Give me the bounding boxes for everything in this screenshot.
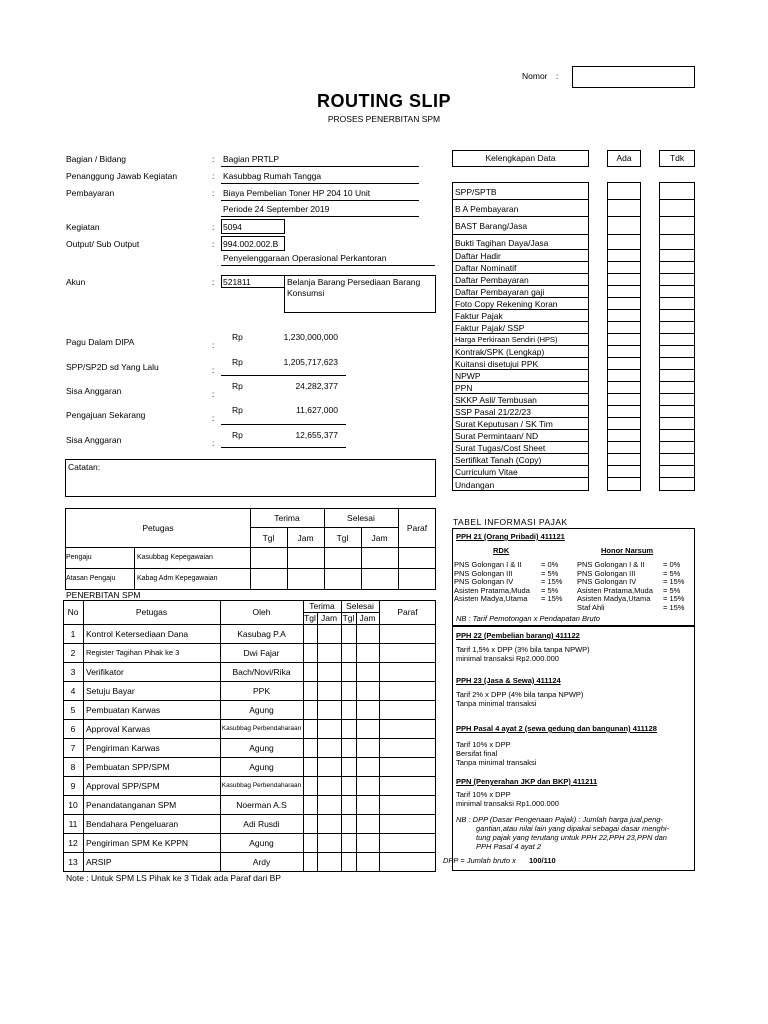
- pph21-rate-label: PNS Golongan I & II: [454, 560, 522, 569]
- pph21-rate-label: PNS Golongan IV: [454, 577, 514, 587]
- row-number: 8: [70, 762, 76, 772]
- nb2-line4: PPH Pasal 4 ayat 2: [476, 842, 542, 851]
- currency: Rp: [232, 405, 243, 415]
- colon: :: [212, 277, 215, 287]
- kelengkapan-item-label: Faktur Pajak/ SSP: [455, 323, 525, 333]
- row-number: 5: [70, 705, 76, 715]
- row-number: 9: [70, 781, 76, 791]
- colon: :: [212, 188, 215, 198]
- pph21-nb: NB : Tarif Pemotongan x Pendapatan Bruto: [456, 614, 600, 623]
- ada-header: Ada: [607, 150, 641, 167]
- kelengkapan-header: Kelengkapan Data: [452, 150, 589, 167]
- row-oleh: Ardy: [252, 857, 271, 867]
- row-petugas: Pembuatan Karwas: [86, 705, 161, 715]
- pph21-rate-label: PNS Golongan IV: [577, 577, 637, 587]
- tdk-checkbox[interactable]: [659, 234, 695, 250]
- pph22-title: PPH 22 (Pembelian barang) 411122: [456, 631, 580, 640]
- pph21-rate-label: PNS Golongan I & II: [577, 560, 645, 569]
- row-number: 1: [70, 629, 76, 639]
- pph4-line3: Tanpa minimal transaksi: [456, 758, 537, 767]
- upper-petugas-header: Petugas: [142, 523, 174, 533]
- page-subtitle: PROSES PENERBITAN SPM: [327, 114, 441, 124]
- label-kegiatan: Kegiatan: [66, 222, 100, 232]
- tdk-checkbox[interactable]: [659, 216, 695, 235]
- kelengkapan-item-label: NPWP: [455, 371, 481, 381]
- amount-sisa2: 12,655,377: [295, 430, 338, 440]
- kelengkapan-item-label: SPP/SPTB: [455, 186, 497, 197]
- tdk-checkbox[interactable]: [659, 182, 695, 200]
- kelengkapan-item: [452, 182, 589, 200]
- kelengkapan-item-label: Curriculum Vitae: [455, 467, 518, 477]
- upper-name-pengaju: Kasubbag Kepegawaian: [137, 554, 213, 561]
- kelengkapan-item-label: Surat Permintaan/ ND: [455, 431, 539, 441]
- colon: :: [212, 222, 215, 232]
- ppn-line2: minimal transaksi Rp1.000.000: [456, 799, 559, 808]
- penerbitan-jam2: Jam: [359, 613, 376, 623]
- upper-paraf-header: Paraf: [406, 523, 428, 533]
- upper-tgl1: Tgl: [262, 533, 275, 543]
- pph21-rate-value: = 15%: [663, 577, 685, 587]
- ppn-title: PPN (Penyerahan JKP dan BKP) 411211: [456, 777, 598, 786]
- label-bagian: Bagian / Bidang: [66, 154, 127, 164]
- currency: Rp: [232, 381, 243, 391]
- penerbitan-selesai-header: Selesai: [346, 601, 374, 611]
- row-petugas: Kontrol Ketersediaan Dana: [86, 629, 189, 639]
- penerbitan-petugas-header: Petugas: [135, 607, 168, 617]
- pph21-rate-label: PNS Golongan III: [454, 568, 513, 578]
- penerbitan-tgl1: Tgl: [304, 613, 316, 623]
- ada-checkbox[interactable]: [607, 234, 641, 250]
- pph21-honor: Honor Narsum: [601, 546, 654, 555]
- upper-jam2: Jam: [371, 533, 388, 543]
- tdk-checkbox[interactable]: [659, 199, 695, 217]
- value-kegiatan: 5094: [223, 222, 242, 232]
- row-number: 2: [70, 648, 76, 658]
- pph21-rate-value: = 5%: [541, 585, 559, 595]
- row-number: 12: [68, 838, 78, 848]
- pajak-title: TABEL INFORMASI PAJAK: [453, 517, 568, 527]
- value-akun-desc2: Konsumsi: [287, 288, 325, 298]
- label-pembayaran: Pembayaran: [66, 188, 115, 198]
- colon: :: [212, 365, 215, 375]
- pph4-title: PPH Pasal 4 ayat 2 (sewa gedung dan bangunan) 411128: [456, 724, 657, 733]
- colon: :: [212, 413, 215, 423]
- value-akun: 521811: [223, 277, 251, 287]
- kelengkapan-item-label: Sertifikat Tanah (Copy): [455, 455, 542, 465]
- pph4-line1: Tarif 10% x DPP: [456, 740, 511, 749]
- kelengkapan-item-label: Daftar Hadir: [455, 251, 501, 261]
- row-petugas: Approval SPP/SPM: [86, 781, 160, 791]
- row-number: 11: [68, 819, 78, 829]
- penerbitan-title: PENERBITAN SPM: [66, 590, 141, 600]
- row-petugas: ARSIP: [86, 857, 112, 867]
- value-periode: Periode 24 September 2019: [223, 204, 330, 214]
- penerbitan-tgl2: Tgl: [342, 613, 355, 623]
- ada-checkbox[interactable]: [607, 216, 641, 235]
- pph21-box: [452, 528, 695, 626]
- kelengkapan-item-label: PPN: [455, 383, 473, 393]
- tdk-header: Tdk: [659, 150, 695, 167]
- penerbitan-oleh-header: Oleh: [252, 607, 271, 617]
- row-number: 13: [68, 857, 78, 867]
- pph21-rate-label: PNS Golongan III: [577, 568, 636, 578]
- kelengkapan-item-label: Undangan: [455, 479, 495, 490]
- label-sisa2: Sisa Anggaran: [66, 435, 122, 445]
- colon: :: [212, 154, 215, 164]
- row-number: 4: [70, 686, 76, 696]
- currency: Rp: [232, 357, 243, 367]
- penerbitan-jam1: Jam: [320, 613, 338, 623]
- catatan-box[interactable]: [65, 459, 436, 497]
- label-pengajuan: Pengajuan Sekarang: [66, 410, 146, 420]
- penerbitan-no-header: No: [67, 607, 79, 617]
- pph23-line2: Tanpa minimal transaksi: [456, 699, 537, 708]
- pph23-line1: Tarif 2% x DPP (4% bila tanpa NPWP): [456, 690, 584, 699]
- kelengkapan-item-label: BAST Barang/Jasa: [455, 221, 528, 231]
- kelengkapan-item-label: Harga Perkiraan Sendiri (HPS): [455, 335, 558, 344]
- amount-pengajuan: 11,627,000: [296, 405, 338, 415]
- label-akun: Akun: [66, 277, 86, 287]
- colon: :: [212, 239, 215, 249]
- row-petugas: Pengiriman SPM Ke KPPN: [86, 838, 189, 848]
- kelengkapan-item-label: Foto Copy Rekening Koran: [455, 299, 558, 309]
- row-oleh: Kasubag P.A: [237, 629, 286, 639]
- kelengkapan-item-label: Kuitansi disetujui PPK: [455, 359, 539, 369]
- upper-role-atasan: Atasan Pengaju: [66, 575, 116, 582]
- currency: Rp: [232, 332, 243, 342]
- kelengkapan-item-label: Kontrak/SPK (Lengkap): [455, 347, 545, 357]
- row-oleh: Bach/Novi/Rika: [232, 667, 291, 677]
- value-pembayaran: Biaya Pembelian Toner HP 204 10 Unit: [223, 188, 371, 198]
- pph21-rate-value: = 15%: [663, 594, 685, 604]
- row-oleh: Noerman A.S: [236, 800, 287, 810]
- row-oleh: Kasubbag Perbendaharaan: [221, 725, 302, 732]
- pph21-rate-label: Asisten Pratama,Muda: [454, 585, 530, 595]
- upper-tgl2: Tgl: [336, 533, 349, 543]
- row-petugas: Pengiriman Karwas: [86, 743, 160, 753]
- nomor-label: Nomor: [522, 71, 548, 81]
- row-oleh: Agung: [249, 743, 274, 753]
- kelengkapan-item: [452, 477, 589, 491]
- pph23-title: PPH 23 (Jasa & Sewa) 411124: [456, 676, 561, 685]
- row-oleh: Dwi Fajar: [243, 648, 280, 658]
- ada-checkbox[interactable]: [607, 199, 641, 217]
- value-akun-desc: Belanja Barang Persediaan Barang: [287, 277, 421, 287]
- kelengkapan-item-label: Daftar Pembayaran: [455, 275, 529, 285]
- colon: :: [212, 438, 215, 448]
- row-number: 7: [70, 743, 76, 753]
- dpp-label: DPP = Jumlah bruto x: [443, 856, 516, 865]
- row-petugas: Bendahara Pengeluaran: [86, 819, 179, 829]
- value-penanggung: Kasubbag Rumah Tangga: [223, 171, 322, 181]
- kelengkapan-item: [452, 216, 589, 235]
- amount-pagu: 1,230,000,000: [283, 332, 338, 342]
- pph21-rate-label: Asisten Madya,Utama: [577, 594, 651, 604]
- pph22-line2: minimal transaksi Rp2.000.000: [456, 654, 559, 663]
- nb2-line3: tung pajak yang terutang untuk PPH 22,PPH 23,PPN dan: [476, 833, 667, 842]
- penerbitan-terima-header: Terima: [309, 601, 335, 611]
- row-number: 6: [70, 724, 76, 734]
- pph21-rate-label: Staf Ahli: [577, 603, 605, 612]
- kelengkapan-item: [452, 234, 589, 250]
- penerbitan-note: Note : Untuk SPM LS Pihak ke 3 Tidak ada Paraf dari BP: [66, 873, 281, 883]
- row-oleh: Adi Rusdi: [243, 819, 280, 829]
- row-oleh: Agung: [249, 762, 274, 772]
- upper-terima-header: Terima: [274, 513, 300, 523]
- pph21-title: PPH 21 (Orang Pribadi) 411121: [456, 532, 565, 541]
- nb2-line2: gantian,atau nilai lain yang dipakai sebagai dasar menghi-: [476, 824, 670, 833]
- dpp-value: 100/110: [529, 856, 556, 865]
- kelengkapan-item-label: Surat Keputusan / SK Tim: [455, 419, 553, 429]
- ada-checkbox[interactable]: [607, 477, 641, 491]
- row-petugas: Penandatanganan SPM: [86, 800, 177, 810]
- row-oleh: Agung: [249, 838, 274, 848]
- colon: :: [212, 389, 215, 399]
- nomor-field[interactable]: [572, 66, 695, 88]
- pph21-rate-value: = 15%: [663, 603, 685, 612]
- row-oleh: Kasubbag Perbendaharaan: [221, 782, 302, 789]
- pph21-rdk: RDK: [493, 546, 510, 555]
- upper-selesai-header: Selesai: [347, 513, 375, 523]
- row-petugas: Verifikator: [86, 667, 124, 677]
- kelengkapan-item: [452, 199, 589, 217]
- pph21-rate-value: = 0%: [663, 560, 681, 569]
- pph21-rate-value: = 15%: [541, 577, 563, 587]
- penerbitan-paraf-header: Paraf: [397, 607, 418, 617]
- pph21-rate-value: = 5%: [663, 568, 681, 578]
- label-penanggung: Penanggung Jawab Kegiatan: [66, 171, 178, 181]
- row-oleh: PPK: [252, 686, 270, 696]
- currency: Rp: [232, 430, 243, 440]
- upper-name-atasan: Kabag Adm Kepegawaian: [137, 575, 218, 582]
- page-title: ROUTING SLIP: [316, 91, 451, 111]
- row-number: 3: [70, 667, 76, 677]
- value-output: 994.002.002.B: [223, 239, 279, 249]
- pph22-line1: Tarif 1,5% x DPP (3% bila tanpa NPWP): [456, 645, 590, 654]
- ppn-line1: Tarif 10% x DPP: [456, 790, 511, 799]
- kelengkapan-item-label: Daftar Nominatif: [455, 263, 517, 273]
- value-bagian: Bagian PRTLP: [223, 154, 280, 164]
- pph21-rate-value: = 5%: [541, 568, 559, 578]
- amount-spp: 1,205,717,623: [283, 357, 338, 367]
- kelengkapan-item-label: SKKP Asli/ Tembusan: [455, 395, 537, 405]
- row-number: 10: [68, 800, 78, 810]
- kelengkapan-item-label: Surat Tugas/Cost Sheet: [455, 443, 546, 453]
- label-spp: SPP/SP2D sd Yang Lalu: [66, 362, 159, 372]
- label-pagu: Pagu Dalam DIPA: [66, 337, 135, 347]
- kelengkapan-item-label: Bukti Tagihan Daya/Jasa: [455, 237, 549, 248]
- row-petugas: Setuju Bayar: [86, 686, 135, 696]
- colon: :: [212, 171, 215, 181]
- catatan-label: Catatan:: [68, 462, 101, 472]
- pph21-rate-value: = 0%: [541, 560, 559, 569]
- row-petugas: Approval Karwas: [86, 724, 151, 734]
- nb2-line1: NB : DPP (Dasar Pengenaan Pajak) : Jumlah harga jual,peng-: [456, 815, 663, 824]
- upper-jam1: Jam: [297, 533, 314, 543]
- tdk-checkbox[interactable]: [659, 477, 695, 491]
- value-output-desc: Penyelenggaraan Operasional Perkantoran: [223, 253, 387, 263]
- kelengkapan-item-label: Faktur Pajak: [455, 311, 503, 321]
- pph21-rate-label: Asisten Madya,Utama: [454, 594, 528, 604]
- row-petugas: Register Tagihan Pihak ke 3: [86, 648, 180, 657]
- label-output: Output/ Sub Output: [66, 239, 140, 249]
- kelengkapan-item-label: Daftar Pembayaran gaji: [455, 287, 545, 297]
- amount-sisa1: 24,282,377: [295, 381, 338, 391]
- pph21-rate-value: = 15%: [541, 594, 563, 604]
- ada-checkbox[interactable]: [607, 182, 641, 200]
- upper-role-pengaju: Pengaju: [66, 554, 92, 561]
- row-oleh: Agung: [249, 705, 274, 715]
- colon: :: [212, 340, 215, 350]
- pph21-rate-value: = 5%: [663, 585, 681, 595]
- nomor-colon: :: [556, 71, 559, 81]
- pph4-line2: Bersifat final: [456, 749, 498, 758]
- label-sisa1: Sisa Anggaran: [66, 386, 122, 396]
- pajak-info-box: [452, 626, 695, 871]
- row-petugas: Pembuatan SPP/SPM: [86, 762, 170, 772]
- kelengkapan-item-label: SSP Pasal 21/22/23: [455, 407, 531, 417]
- pph21-rate-label: Asisten Pratama,Muda: [577, 585, 653, 595]
- kelengkapan-item-label: B A Pembayaran: [455, 203, 519, 214]
